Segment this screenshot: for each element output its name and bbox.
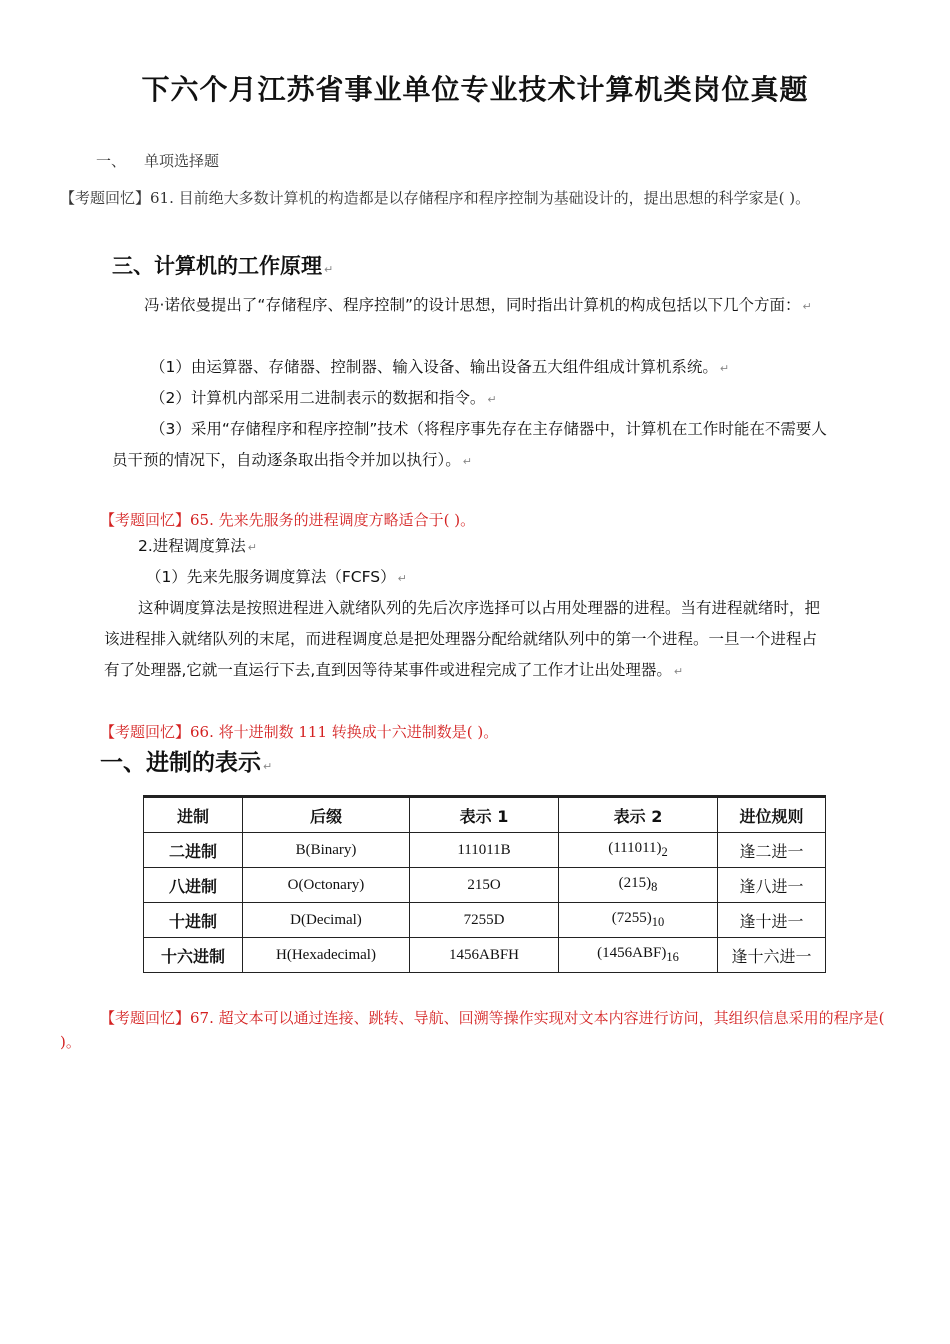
base-name-cell: 二进制 <box>144 833 243 868</box>
rep2-main: (1456ABF) <box>597 945 667 961</box>
rule-cell: 逢十进一 <box>718 903 826 938</box>
rep2-base: 8 <box>651 880 658 894</box>
question-65-text: 【考题回忆】65. 先来先服务的进程调度方略适合于( )。 <box>100 511 476 529</box>
rep2-cell <box>559 833 718 868</box>
intro-text: 冯·诺依曼提出了“存储程序、程序控制”的设计思想，同时指出计算机的构成包括以下几个方面： <box>144 296 801 314</box>
return-mark-icon: ↵ <box>263 760 273 773</box>
base-name-cell: 八进制 <box>144 868 243 903</box>
question-61-text: 【考题回忆】61. 目前绝大多数计算机的构造都是以存储程序和程序控制为基础设计的，提出思想的科学家是( )。 <box>60 189 811 207</box>
rep2-base: 10 <box>651 915 665 929</box>
header-cell: 进位规则 <box>718 798 826 833</box>
working-principle-heading-text: 三、计算机的工作原理 <box>112 254 322 278</box>
scheduling-subheading-text: 2.进程调度算法 <box>138 537 246 555</box>
rep2-cell <box>559 868 718 903</box>
question-67-text: 【考题回忆】67. 超文本可以通过连接、跳转、导航、回溯等操作实现对文本内容进行访问，其组织信息采用的程序是( )。 <box>60 1009 885 1051</box>
rep2-base: 2 <box>661 845 668 859</box>
number-system-heading-text: 一、进制的表示 <box>100 750 261 776</box>
table-row <box>144 868 826 903</box>
working-principle-intro <box>112 290 842 322</box>
question-66-text: 【考题回忆】66. 将十进制数 111 转换成十六进制数是( )。 <box>100 723 499 741</box>
rule-cell: 逢二进一 <box>718 833 826 868</box>
question-66 <box>100 720 890 744</box>
return-mark-icon: ↵ <box>802 300 812 313</box>
rep1-cell: 111011B <box>410 833 559 868</box>
table-row <box>144 938 826 973</box>
return-mark-icon: ↵ <box>487 393 497 406</box>
rule-cell: 逢十六进一 <box>718 938 826 973</box>
rep2-base: 16 <box>666 950 679 964</box>
base-name-cell: 十六进制 <box>144 938 243 973</box>
question-61 <box>60 186 894 210</box>
principle-item-3 <box>112 414 842 477</box>
return-mark-icon: ↵ <box>397 572 407 585</box>
return-mark-icon: ↵ <box>462 455 472 468</box>
scheduling-subheading <box>138 531 738 563</box>
principle-item-3-text: （3）采用“存储程序和程序控制”技术（将程序事先存在主存储器中，计算机在工作时能在不需要人员干预的情况下，自动逐条取出指令并加以执行）。 <box>112 420 827 469</box>
section-label: 单项选择题 <box>144 152 220 170</box>
rep1-cell: 1456ABFH <box>410 938 559 973</box>
working-principle-heading <box>112 250 333 280</box>
question-67 <box>60 1006 894 1054</box>
table-row <box>144 833 826 868</box>
fcfs-paragraph <box>104 593 832 687</box>
rep1-cell: 7255D <box>410 903 559 938</box>
header-cell: 表示 2 <box>559 798 718 833</box>
return-mark-icon: ↵ <box>324 263 334 276</box>
rule-cell: 逢八进一 <box>718 868 826 903</box>
table-header-row <box>144 798 826 833</box>
rep2-main: (7255) <box>611 910 652 926</box>
rep2-main: (215) <box>618 875 652 891</box>
rep1-cell: 215O <box>410 868 559 903</box>
section-number: 一、 <box>96 152 127 170</box>
base-name-cell: 十进制 <box>144 903 243 938</box>
principle-item-2 <box>150 383 850 415</box>
table-row <box>144 903 826 938</box>
fcfs-paragraph-text: 这种调度算法是按照进程进入就绪队列的先后次序选择可以占用处理器的进程。当有进程就绪时，把该进程排入就绪队列的末尾，而进程调度总是把处理器分配给就绪队列中的第一个进程。一旦一个进程占有了处理器,它就一直运行下去,直到因等待某事件或进程完成了工作才让出处理器。 <box>104 599 821 679</box>
suffix-cell: B(Binary) <box>243 833 410 868</box>
section-heading-single-choice <box>96 150 219 171</box>
principle-item-2-text: （2）计算机内部采用二进制表示的数据和指令。 <box>150 389 486 407</box>
return-mark-icon: ↵ <box>719 362 730 375</box>
suffix-cell: H(Hexadecimal) <box>243 938 410 973</box>
principle-item-1-text: （1）由运算器、存储器、控制器、输入设备、输出设备五大组件组成计算机系统。 <box>150 358 718 376</box>
header-cell: 后缀 <box>243 798 410 833</box>
question-65 <box>100 508 890 532</box>
rep2-cell <box>559 903 718 938</box>
number-system-table <box>143 797 826 973</box>
rep2-cell <box>559 938 718 973</box>
suffix-cell: D(Decimal) <box>243 903 410 938</box>
return-mark-icon: ↵ <box>673 665 684 678</box>
suffix-cell: O(Octonary) <box>243 868 410 903</box>
return-mark-icon: ↵ <box>247 541 258 554</box>
fcfs-subheading <box>146 562 746 594</box>
principle-item-1 <box>150 352 850 384</box>
rep2-main: (111011) <box>608 840 662 856</box>
header-cell: 表示 1 <box>410 798 559 833</box>
header-cell: 进制 <box>144 798 243 833</box>
fcfs-subheading-text: （1）先来先服务调度算法（FCFS） <box>146 568 396 586</box>
number-system-heading <box>100 744 272 777</box>
page-title: 下六个月江苏省事业单位专业技术计算机类岗位真题 <box>141 73 809 106</box>
